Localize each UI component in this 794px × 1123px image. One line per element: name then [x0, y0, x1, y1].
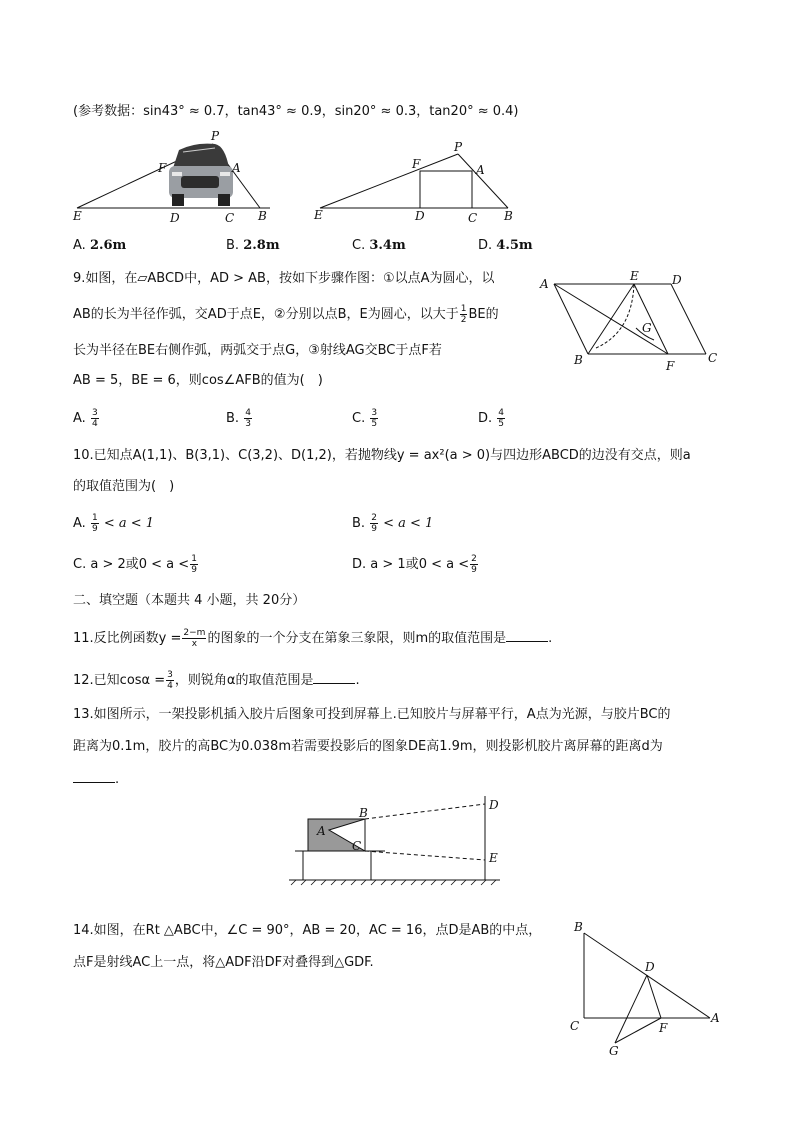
q8-figure-diagram	[308, 138, 528, 228]
q9-line-2-text: AB的长为半径作弧，交AD于点E，②分别以点B，E为圆心，以大于	[73, 307, 459, 322]
q8-right-label-c: C	[468, 211, 478, 225]
q9-label-a: A	[540, 277, 549, 291]
q9-option-d[interactable]: D. $\frac{4}{5}$	[478, 408, 505, 429]
q9-label-c: C	[708, 351, 718, 365]
q10-option-d[interactable]: D. a > 1或0 < a < $\frac{2}{9}$	[352, 554, 477, 575]
q9-label-f: F	[666, 359, 675, 373]
q8-left-label-d: D	[170, 211, 180, 225]
q9-label-e: E	[630, 269, 639, 283]
q9-label-g: G	[642, 321, 652, 335]
q8-right-label-f: F	[412, 157, 421, 171]
q8-option-d[interactable]: D. 4.5m	[478, 238, 533, 253]
q13-label-a: A	[317, 824, 326, 838]
q12-answer-blank[interactable]	[313, 671, 355, 684]
q9-half-fraction: $\frac{1}{2}$	[460, 304, 467, 325]
q9-line-1: 9.如图，在▱ABCD中，AD > AB，按如下步骤作图：①以点A为圆心，以	[73, 271, 495, 286]
q13-label-d: D	[489, 798, 499, 812]
q9-figure	[536, 266, 726, 374]
q9-line-4: AB = 5，BE = 6，则cos∠AFB的值为( )	[73, 373, 323, 388]
q8-left-label-b: B	[258, 209, 267, 223]
q9-line-2-tail: BE的	[468, 307, 499, 322]
q13-label-e: E	[489, 851, 498, 865]
q9-option-c[interactable]: C. $\frac{3}{5}$	[352, 408, 378, 429]
q8-option-b[interactable]: B. 2.8m	[226, 238, 280, 253]
q12-text: 12.已知cosα = $\frac{3}{4}$ ，则锐角α的取值范围是 .	[73, 670, 360, 691]
q8-right-label-a: A	[476, 163, 485, 177]
q8-right-label-e: E	[314, 208, 323, 222]
q14-label-b: B	[574, 920, 583, 934]
q13-answer-blank[interactable]	[73, 770, 115, 783]
section-2-heading: 二、填空题（本题共 4 小题，共 20分）	[73, 593, 306, 608]
q14-label-c: C	[570, 1019, 580, 1033]
q8-left-label-a: A	[232, 161, 241, 175]
q10-line-1: 10.已知点A(1,1)、B(3,1)、C(3,2)、D(1,2)，若抛物线y = ax²(a > 0)与四边形ABCD的边没有交点，则a	[73, 448, 691, 463]
q8-left-label-c: C	[225, 211, 235, 225]
q8-figure-car	[65, 128, 285, 228]
q8-left-label-p: P	[211, 129, 220, 143]
q9-line-3: 长为半径在BE右侧作弧，两弧交于点G，③射线AG交BC于点F若	[73, 343, 442, 358]
q8-left-label-f: F	[158, 161, 167, 175]
q14-line-2: 点F是射线AC上一点，将△ADF沿DF对叠得到△GDF.	[73, 955, 374, 970]
q13-figure	[285, 790, 515, 886]
q10-option-c[interactable]: C. a > 2或0 < a < $\frac{1}{9}$	[73, 554, 197, 575]
car-icon	[169, 144, 233, 206]
q14-label-d: D	[645, 960, 655, 974]
q9-line-2	[73, 304, 499, 325]
q10-line-2: 的取值范围为( )	[73, 479, 175, 494]
q8-left-label-e: E	[73, 209, 82, 223]
q10-option-a[interactable]: A. $\frac{1}{9}$ < a < 1	[73, 513, 155, 534]
q9-label-d: D	[672, 273, 682, 287]
q10-option-b[interactable]: B. $\frac{2}{9}$ < a < 1	[352, 513, 434, 534]
q14-figure	[565, 915, 730, 1060]
q9-option-a[interactable]: A. $\frac{3}{4}$	[73, 408, 98, 429]
q14-label-a: A	[711, 1011, 720, 1025]
q8-right-label-p: P	[454, 140, 463, 154]
q14-line-1: 14.如图，在Rt △ABC中，∠C = 90°，AB = 20，AC = 16，点D是AB的中点，	[73, 923, 542, 938]
q9-option-b[interactable]: B. $\frac{4}{3}$	[226, 408, 251, 429]
q13-line-2: 距离为0.1m，胶片的高BC为0.038m若需要投影后的图象DE高1.9m，则投影机胶片离屏幕的距离d为	[73, 739, 663, 754]
q8-right-label-b: B	[504, 209, 513, 223]
q8-option-c[interactable]: C. 3.4m	[352, 238, 406, 253]
q11-text: 11.反比例函数y = $\frac{2-m}{x}$ 的图象的一个分支在第象三象限，则m的取值范围是 .	[73, 628, 553, 649]
reference-data: (参考数据：sin43° ≈ 0.7，tan43° ≈ 0.9，sin20° ≈ 0.3，tan20° ≈ 0.4)	[73, 104, 519, 119]
q11-answer-blank[interactable]	[506, 629, 548, 642]
q13-line-1: 13.如图所示，一架投影机插入胶片后图象可投到屏幕上.已知胶片与屏幕平行，A点为光源，与胶片BC的	[73, 707, 671, 722]
q14-label-g: G	[609, 1044, 619, 1058]
q9-label-b: B	[574, 353, 583, 367]
q13-line-3: .	[73, 770, 119, 789]
q13-label-b: B	[359, 806, 368, 820]
q14-label-f: F	[659, 1021, 668, 1035]
q13-label-c: C	[352, 839, 362, 853]
q8-option-a[interactable]: A. 2.6m	[73, 238, 127, 253]
q8-right-label-d: D	[415, 209, 425, 223]
